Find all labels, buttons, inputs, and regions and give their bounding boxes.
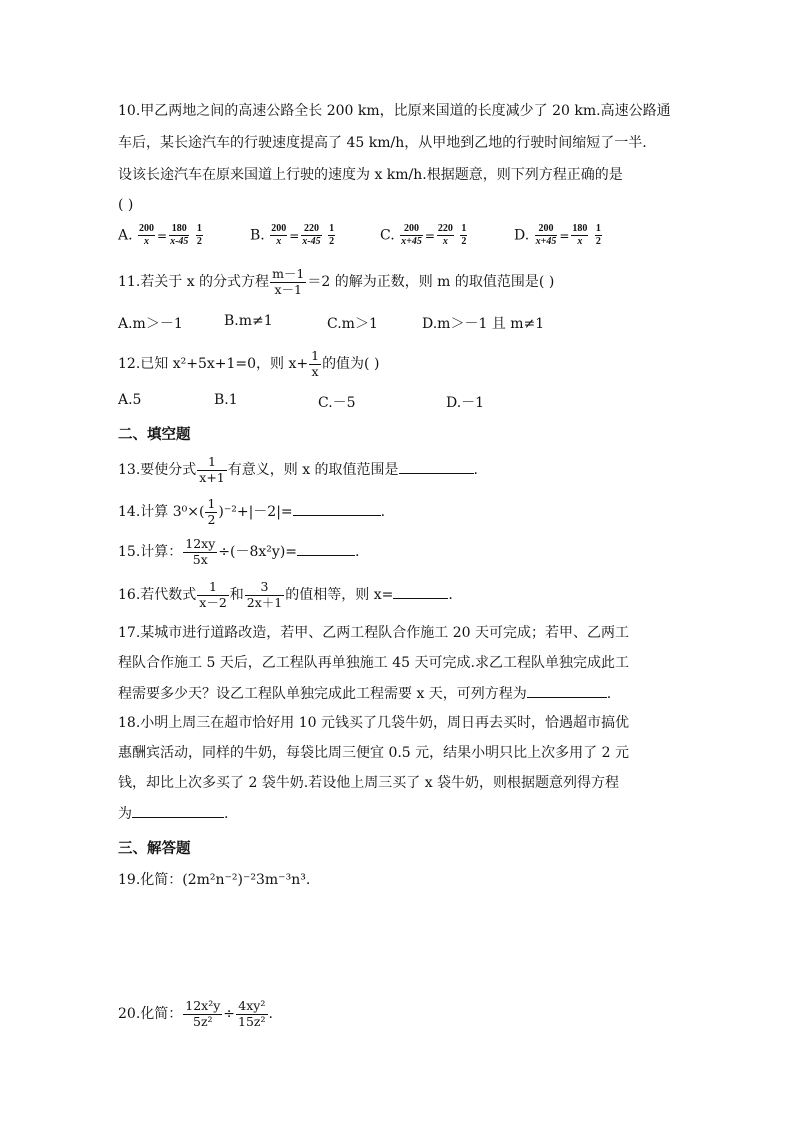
fraction: $\frac{220}{x}$: [437, 223, 453, 247]
fraction: $\frac{1}{2}$: [461, 223, 467, 247]
q11-stem: 11.若关于 x 的分式方程 $\frac{m-1}{x-1}$ ＝2 的解为正数，则 m 的取值范围是( ): [118, 266, 555, 297]
q10-line2: 车后，某长途汽车的行驶速度提高了 45 km/h，从甲地到乙地的行驶时间缩短了一半.: [118, 135, 647, 151]
q15-stem: 15.计算： $\frac{12xy}{5x}$ ÷(－8x²y)= .: [118, 536, 360, 567]
q12-stem: 12.已知 x²+5x+1=0，则 x+ $\frac{1}{x}$ 的值为( ): [118, 348, 380, 379]
fraction: $\frac{3}{2x+1}$: [246, 579, 283, 610]
q18-line2: 惠酬宾活动，同样的牛奶，每袋比周三便宜 0.5 元，结果小明只比上次多用了 2 元: [118, 745, 629, 761]
q20-stem: 20.化简： $\frac{\text{12x²y}}{\text{5z²}}$ ÷ $\frac{\text{4xy²}}{\text{15z²}}$ .: [118, 998, 273, 1029]
q17-line3: 程需要多少天？设乙工程队单独完成此工程需要 x 天，可列方程为 .: [118, 683, 611, 704]
answer-blank[interactable]: [297, 541, 355, 556]
q14-stem: 14.计算 3⁰×( $\frac{1}{2}$ )⁻²+|－2|= .: [118, 496, 386, 527]
q10-option-c: C. $\frac{200}{x+45}$ = $\frac{220}{x}$ $\frac{1}{2}$: [380, 223, 467, 247]
q10-line1: 10.甲乙两地之间的高速公路全长 200 km，比原来国道的长度减少了 20 km.高速公路通: [118, 103, 671, 119]
q12-option-b: B.1: [214, 392, 238, 408]
fraction: $\frac{200}{x+45}$: [535, 223, 557, 247]
q10-option-b: B. $\frac{200}{x}$ = $\frac{220}{x-45}$ $\frac{1}{2}$: [250, 223, 335, 247]
q12-option-a: A.5: [118, 392, 142, 408]
q13-stem: 13.要使分式 $\frac{1}{x+1}$ 有意义，则 x 的取值范围是 .: [118, 454, 478, 485]
answer-blank[interactable]: [527, 683, 607, 698]
fraction: $\frac{1}{x}$: [311, 348, 320, 379]
fraction: $\frac{1}{x+1}$: [199, 454, 225, 485]
q18-line3: 钱，却比上次多买了 2 袋牛奶.若设他上周三买了 x 袋牛奶，则根据题意列得方程: [118, 775, 620, 791]
q11-option-d: D.m＞－1 且 m≠1: [422, 316, 545, 332]
answer-blank[interactable]: [293, 501, 381, 516]
fraction: $\frac{m-1}{x-1}$: [272, 266, 305, 297]
fraction: $\frac{220}{x-45}$: [302, 223, 321, 247]
fraction: $\frac{200}{x}$: [139, 223, 155, 247]
section-title-solve: 三、解答题: [118, 841, 191, 857]
fraction: $\frac{\text{4xy²}}{\text{15z²}}$: [238, 998, 266, 1029]
q19-stem: 19.化简：(2m²n⁻²)⁻²3m⁻³n³.: [118, 872, 311, 888]
q12-option-d: D.－1: [446, 395, 485, 411]
fraction: $\frac{1}{2}$: [196, 223, 202, 247]
fraction: $\frac{1}{2}$: [207, 496, 216, 527]
fraction: $\frac{1}{2}$: [595, 223, 601, 247]
fraction: $\frac{12xy}{5x}$: [185, 536, 216, 567]
answer-blank[interactable]: [399, 459, 474, 474]
answer-blank[interactable]: [393, 584, 448, 599]
q18-line4: 为 .: [118, 803, 228, 824]
q10-option-d: D. $\frac{200}{x+45}$ = $\frac{180}{x}$ $\frac{1}{2}$: [514, 223, 601, 247]
q11-option-b: B.m≠1: [224, 313, 273, 329]
q10-line3: 设该长途汽车在原来国道上行驶的速度为 x km/h.根据题意，则下列方程正确的是: [118, 167, 623, 183]
fraction: $\frac{180}{x-45}$: [170, 223, 189, 247]
answer-blank[interactable]: [132, 803, 224, 818]
q11-option-c: C.m＞1: [327, 316, 378, 332]
fraction: $\frac{1}{x-2}$: [199, 579, 227, 610]
q16-stem: 16.若代数式 $\frac{1}{x-2}$ 和 $\frac{3}{2x+1}$ 的值相等，则 x= .: [118, 579, 453, 610]
fraction: $\frac{200}{x}$: [271, 223, 287, 247]
q18-line1: 18.小明上周三在超市恰好用 10 元钱买了几袋牛奶，周日再去买时，恰遇超市搞优: [118, 715, 629, 731]
fraction: $\frac{\text{12x²y}}{\text{5z²}}$: [185, 998, 221, 1029]
q10-paren: ( ): [118, 197, 134, 213]
q17-line2: 程队合作施工 5 天后，乙工程队再单独施工 45 天可完成.求乙工程队单独完成此工: [118, 655, 629, 671]
q10-option-a: A. $\frac{200}{x}$ = $\frac{180}{x-45}$ $\frac{1}{2}$: [118, 223, 202, 247]
fraction: $\frac{200}{x+45}$: [401, 223, 422, 247]
fraction: $\frac{1}{2}$: [329, 223, 335, 247]
q11-option-a: A.m＞－1: [118, 316, 183, 332]
fraction: $\frac{180}{x}$: [572, 223, 588, 247]
q17-line1: 17.某城市进行道路改造，若甲、乙两工程队合作施工 20 天可完成；若甲、乙两工: [118, 625, 629, 641]
section-title-fill-in: 二、填空题: [118, 427, 191, 443]
q12-option-c: C.－5: [318, 395, 356, 411]
